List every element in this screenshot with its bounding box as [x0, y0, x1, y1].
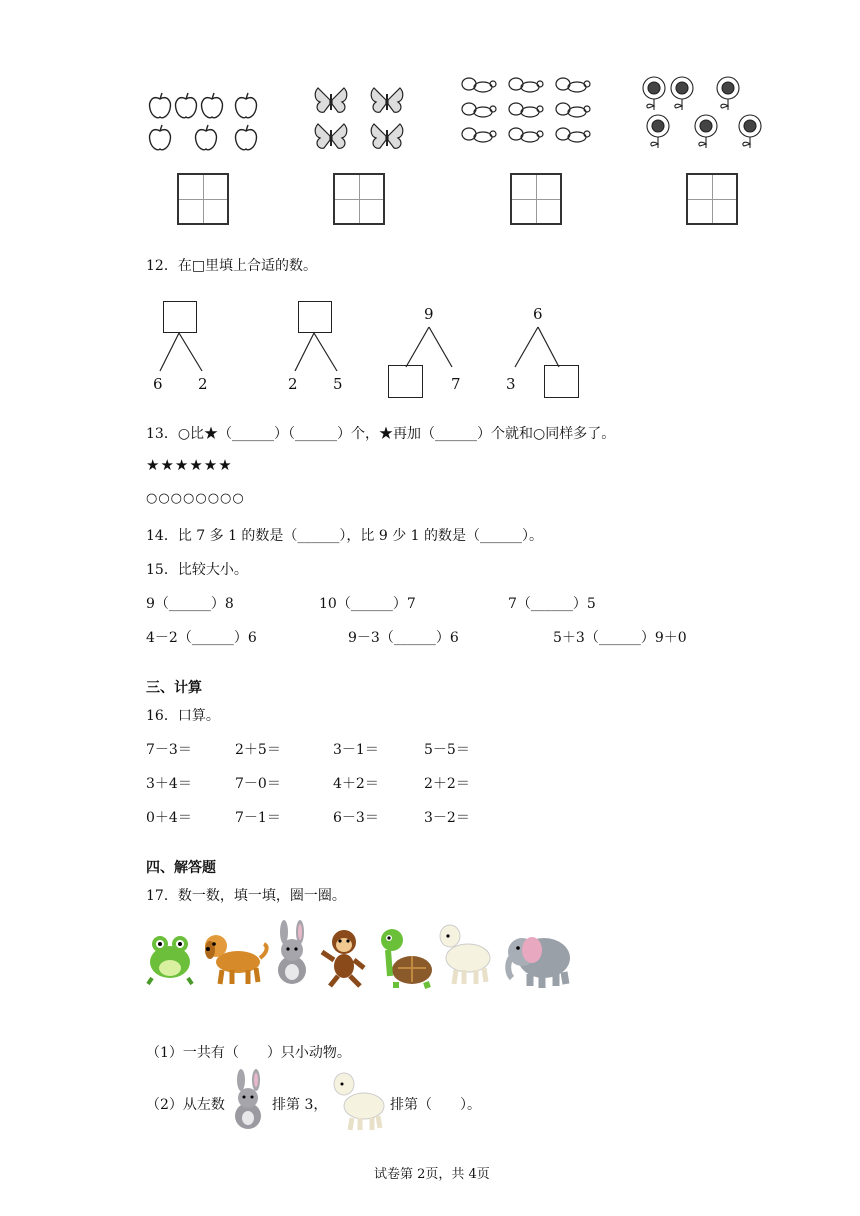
calc-item: 7－0＝ — [235, 776, 281, 792]
apples-group — [148, 93, 268, 159]
answer-grid-squirrels[interactable] — [510, 173, 562, 225]
sheep-icon — [440, 925, 490, 984]
tree-left-number: 6 — [153, 375, 163, 393]
calc-item: 2＋5＝ — [235, 742, 281, 758]
number-tree-2 — [283, 299, 363, 399]
elephant-icon — [508, 937, 570, 988]
dog-icon — [205, 935, 267, 984]
butterfly-icons — [314, 86, 414, 154]
q13-stars: ★★★★★★ — [146, 456, 233, 474]
squirrel-icons — [461, 76, 601, 152]
calc-item: 7－3＝ — [146, 742, 192, 758]
q12-prompt: 12．在□里填上合适的数。 — [146, 258, 318, 274]
compare-item: 10（______）7 — [319, 596, 416, 612]
q17-sub2-start: （2）从左数 — [146, 1097, 225, 1113]
q15-prompt: 15．比较大小。 — [146, 562, 248, 578]
compare-item: 7（______）5 — [508, 596, 596, 612]
sheep-icon — [328, 1068, 390, 1138]
page-footer: 试卷第 2页，共 4页 — [374, 1167, 490, 1182]
compare-item: 9－3（______）6 — [348, 630, 459, 646]
frog-icon — [148, 936, 192, 984]
number-tree-3 — [388, 305, 478, 401]
rabbit-icon — [278, 920, 306, 984]
tree-right-box[interactable] — [544, 365, 579, 398]
q17-sub1: （1）一共有（ ）只小动物。 — [146, 1045, 351, 1061]
calc-item: 0＋4＝ — [146, 810, 192, 826]
q16-prompt: 16．口算。 — [146, 708, 220, 724]
flower-icons — [640, 76, 770, 154]
calc-item: 3＋4＝ — [146, 776, 192, 792]
compare-item: 5＋3（______）9＋0 — [553, 630, 687, 646]
tree-top-number: 6 — [533, 305, 543, 323]
apple-icons — [148, 93, 268, 155]
number-tree-4 — [505, 305, 595, 401]
q14-prompt: 14．比 7 多 1 的数是（______），比 9 少 1 的数是（______）。 — [146, 528, 544, 544]
answer-grid-butterflies[interactable] — [333, 173, 385, 225]
calc-item: 2＋2＝ — [424, 776, 470, 792]
section-4-title: 四、解答题 — [146, 860, 216, 876]
compare-item: 4－2（______）6 — [146, 630, 257, 646]
calc-item: 3－2＝ — [424, 810, 470, 826]
tree-top-number: 9 — [424, 305, 434, 323]
calc-item: 6－3＝ — [333, 810, 379, 826]
q17-sub2-middle: 排第 3， — [272, 1097, 328, 1113]
tree-left-number: 3 — [506, 375, 516, 393]
tree-right-number: 7 — [451, 375, 461, 393]
q17-sub2-end: 排第（ ）。 — [390, 1097, 481, 1113]
squirrels-group — [461, 76, 601, 156]
calc-item: 3－1＝ — [333, 742, 379, 758]
q17-prompt: 17．数一数，填一填，圈一圈。 — [146, 888, 346, 904]
tree-left-box[interactable] — [388, 365, 423, 398]
turtle-icon — [381, 929, 432, 988]
tree-right-number: 2 — [198, 375, 208, 393]
flowers-group — [640, 76, 770, 158]
monkey-icon — [322, 930, 364, 986]
butterflies-group — [314, 86, 414, 158]
number-tree-1 — [148, 299, 228, 399]
answer-grid-flowers[interactable] — [686, 173, 738, 225]
animals-illustration — [146, 922, 586, 992]
tree-left-number: 2 — [288, 375, 298, 393]
compare-item: 9（______）8 — [146, 596, 234, 612]
tree-right-number: 5 — [333, 375, 343, 393]
answer-grid-apples[interactable] — [177, 173, 229, 225]
section-3-title: 三、计算 — [146, 680, 202, 696]
calc-item: 7－1＝ — [235, 810, 281, 826]
rabbit-icon — [226, 1070, 272, 1136]
animals-row — [146, 922, 586, 996]
q13-circles: ○○○○○○○○ — [146, 491, 245, 506]
q13-prompt: 13．○比★（______）（______）个，★再加（______）个就和○同样多了。 — [146, 426, 616, 442]
calc-item: 4＋2＝ — [333, 776, 379, 792]
calc-item: 5－5＝ — [424, 742, 470, 758]
